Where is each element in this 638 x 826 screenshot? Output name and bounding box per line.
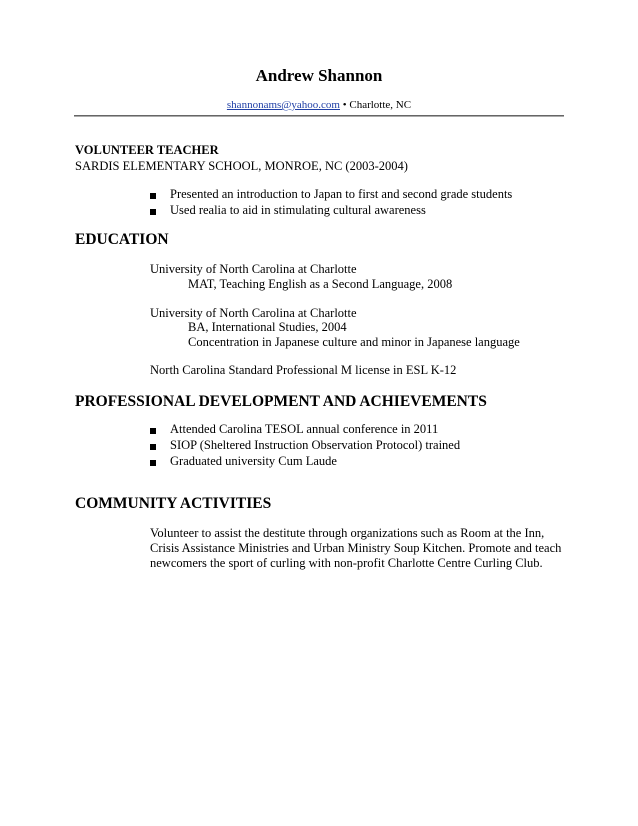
email-link[interactable]: shannonams@yahoo.com xyxy=(226,99,340,111)
bullet-marker xyxy=(150,444,156,450)
bullet-marker xyxy=(150,209,156,215)
professional-heading: PROFESSIONAL DEVELOPMENT AND ACHIEVEMENTS xyxy=(75,393,487,410)
bullet-marker xyxy=(150,460,156,466)
bullet-separator: • xyxy=(342,99,347,111)
education-detail: Concentration in Japanese culture and minor in Japanese language xyxy=(188,335,520,349)
education-school: University of North Carolina at Charlotte xyxy=(150,262,357,276)
education-detail: BA, International Studies, 2004 xyxy=(188,320,347,334)
job-org: SARDIS ELEMENTARY SCHOOL, MONROE, NC (2003-2004) xyxy=(75,159,408,173)
professional-bullet: SIOP (Sheltered Instruction Observation Protocol) trained xyxy=(170,438,461,452)
bullet-marker xyxy=(150,428,156,434)
education-school: University of North Carolina at Charlotte xyxy=(150,306,357,320)
community-line: Volunteer to assist the destitute through organizations such as Room at the Inn, xyxy=(150,526,545,540)
education-license: North Carolina Standard Professional M license in ESL K-12 xyxy=(150,363,457,377)
professional-bullet: Graduated university Cum Laude xyxy=(170,454,337,468)
volunteer-bullet: Presented an introduction to Japan to first and second grade students xyxy=(170,187,513,201)
professional-bullet: Attended Carolina TESOL annual conference in 2011 xyxy=(170,422,439,436)
volunteer-bullet: Used realia to aid in stimulating cultural awareness xyxy=(170,203,426,217)
community-line: Crisis Assistance Ministries and Urban Ministry Soup Kitchen. Promote and teach xyxy=(150,541,562,555)
location: Charlotte, NC xyxy=(349,99,412,111)
job-title: VOLUNTEER TEACHER xyxy=(75,143,219,157)
education-heading: EDUCATION xyxy=(75,231,169,248)
education-detail: MAT, Teaching English as a Second Language, 2008 xyxy=(188,277,453,291)
community-heading: COMMUNITY ACTIVITIES xyxy=(75,495,272,512)
header-rule xyxy=(74,115,564,117)
resume-name: Andrew Shannon xyxy=(255,66,383,85)
contact-line xyxy=(0,99,638,111)
community-line: newcomers the sport of curling with non-profit Charlotte Centre Curling Club. xyxy=(150,556,543,570)
bullet-marker xyxy=(150,193,156,199)
